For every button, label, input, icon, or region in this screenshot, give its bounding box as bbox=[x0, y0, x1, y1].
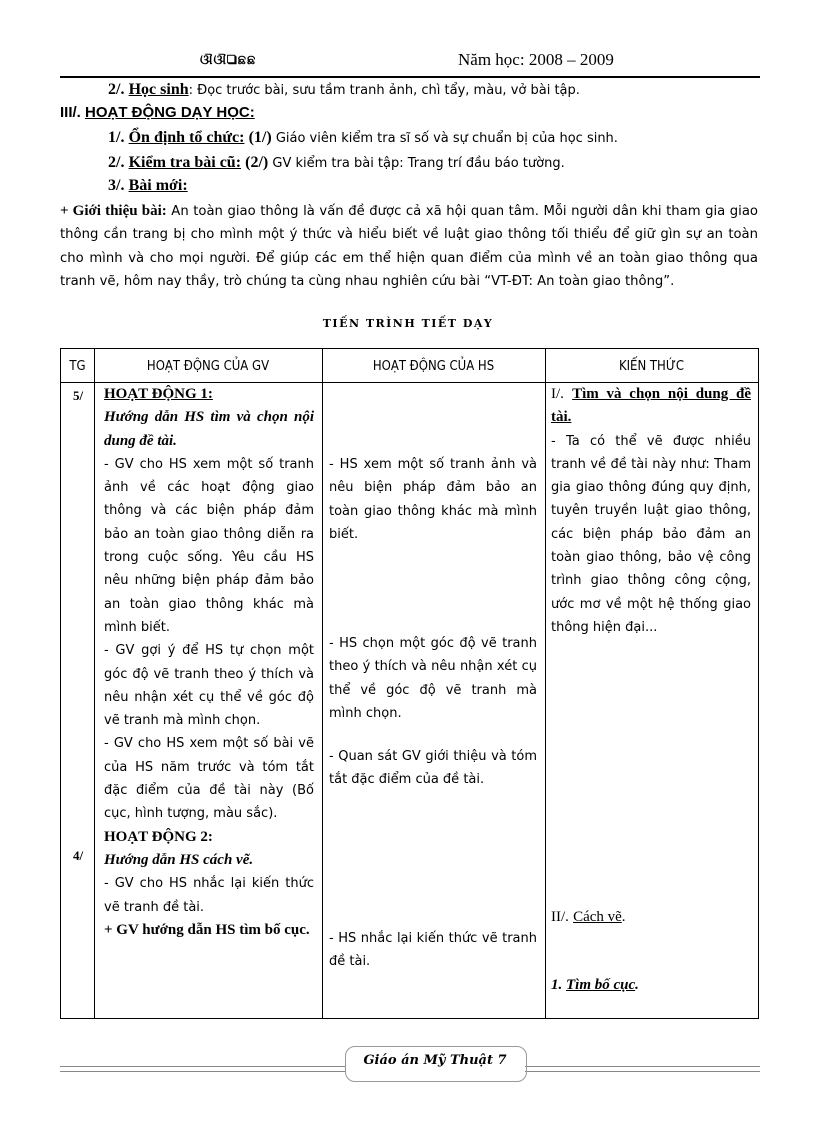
kt-title-1: Tìm và chọn nội dung đề tài. bbox=[551, 386, 751, 426]
intro-paragraph: + Giới thiệu bài: An toàn giao thông là vấn đề được cả xã hội quan tâm. Mỗi người dân khi tham gia giao thông cần trang bị cho mình một ý thức và hiểu biết về luật giao thông tối thiểu để giữ gìn sự an toàn cho mình và cho mọi người. Để giúp các em thể hiện quan điểm của mình về an toàn giao thông qua tranh vẽ, hôm nay thầy, trò chúng ta cùng nhau nghiên cứu bài “VT-ĐT: An toàn giao thông”. bbox=[60, 203, 758, 290]
gv-column bbox=[104, 383, 314, 942]
school-year: Năm học: 2008 – 2009 bbox=[458, 50, 614, 69]
time-5: 5/ bbox=[73, 388, 84, 403]
gv-step-4: - GV cho HS nhắc lại kiến thức vẽ tranh đề tài. bbox=[104, 876, 314, 915]
hoat-dong-1-label: HOẠT ĐỘNG 1: bbox=[104, 386, 213, 402]
header-tg: TG bbox=[69, 359, 86, 374]
hoat-dong-1-title: Hướng dẫn HS tìm và chọn nội dung đề tài. bbox=[104, 409, 314, 449]
header-ornament: ଔଔ❑ଛଛ bbox=[200, 52, 257, 67]
gv-step-2: - GV gợi ý để HS tự chọn một góc độ vẽ tranh theo ý thích và nêu nhận xét cụ thể về góc độ vẽ tranh mà mình chọn. bbox=[104, 643, 314, 729]
gv-step-5: + GV hướng dẫn HS tìm bố cục. bbox=[104, 921, 310, 938]
footer-rule-left bbox=[60, 1066, 345, 1072]
intro-label: + Giới thiệu bài: bbox=[60, 203, 167, 219]
kt-title-3: Tìm bố cục bbox=[566, 977, 636, 993]
kt-section-3: 1. Tìm bố cục. bbox=[551, 977, 639, 993]
hs-step-1: - HS xem một số tranh ảnh và nêu biện pháp đảm bảo an toàn giao thông khác mà mình biết. bbox=[329, 457, 537, 542]
header-gv: HOẠT ĐỘNG CỦA GV bbox=[146, 359, 270, 374]
label-on-dinh: Ổn định tổ chức: bbox=[128, 129, 245, 146]
footer-title: Giáo án Mỹ Thuật 7 bbox=[363, 1053, 507, 1068]
hoat-dong-2-title: Hướng dẫn HS cách vẽ. bbox=[104, 851, 254, 868]
kt-title-2: Cách vẽ bbox=[573, 909, 622, 925]
kt-content-1: - Ta có thể vẽ được nhiều tranh về đề tài này như: Tham gia giao thông đúng quy định, tuyên truyền luật giao thông, các biện pháp bảo đảm an toàn giao thông, bảo vệ công trình giao thông công cộng, ước mơ về một hệ thống giao thông hiện đại... bbox=[551, 433, 751, 635]
kt-section-1: I/. Tìm và chọn nội dung đề tài. - Ta có thể vẽ được nhiều tranh về đề tài này như: Tham gia giao thông đúng quy định, tuyên truyền luật giao thông, các biện pháp bảo đảm an toàn giao thông, bảo vệ công trình giao thông công cộng, ước mơ về một hệ thống giao thông hiện đại... bbox=[551, 383, 751, 639]
line-bai-moi: 3/. Bài mới: bbox=[108, 177, 188, 194]
time-4: 4/ bbox=[73, 848, 84, 863]
gv-step-1: - GV cho HS xem một số tranh ảnh về các hoạt động giao thông và các biện pháp đảm bảo an toàn giao thông diễn ra trong cuộc sống. Yêu cầu HS nêu những biện pháp đảm bảo an toàn giao thông khác mà mình biết. bbox=[104, 456, 314, 635]
gv-step-3: - GV cho HS xem một số bài vẽ của HS năm trước và tóm tắt đặc điểm của đề tài này (Bố cục, hình tượng, màu sắc). bbox=[104, 736, 314, 822]
section-hoat-dong: III/. HOẠT ĐỘNG DẠY HỌC: bbox=[60, 104, 255, 121]
label-hoc-sinh: Học sinh bbox=[128, 81, 189, 98]
label-bai-moi: Bài mới: bbox=[128, 177, 188, 194]
line-hoc-sinh: 2/. Học sinh: Đọc trước bài, sưu tầm tranh ảnh, chì tẩy, màu, vở bài tập. bbox=[108, 81, 580, 98]
label-kiem-tra: Kiểm tra bài cũ: bbox=[128, 154, 242, 171]
line-on-dinh: 1/. Ổn định tổ chức: (1/) Giáo viên kiểm tra sĩ số và sự chuẩn bị của học sinh. bbox=[108, 129, 618, 146]
header-rule bbox=[60, 76, 760, 78]
page-footer bbox=[60, 1040, 760, 1084]
line-kiem-tra: 2/. Kiểm tra bài cũ: (2/) GV kiểm tra bài tập: Trang trí đầu báo tường. bbox=[108, 154, 565, 171]
section-title: HOẠT ĐỘNG DẠY HỌC: bbox=[84, 104, 255, 121]
table-title: TIẾN TRÌNH TIẾT DẠY bbox=[322, 317, 494, 330]
hoat-dong-2-label: HOẠT ĐỘNG 2: bbox=[104, 828, 213, 845]
lesson-table bbox=[60, 348, 759, 1019]
header-kt: KIẾN THỨC bbox=[618, 359, 685, 374]
header-hs: HOẠT ĐỘNG CỦA HS bbox=[372, 359, 495, 374]
hs-step-3: - Quan sát GV giới thiệu và tóm tắt đặc điểm của đề tài. bbox=[329, 749, 537, 788]
page-header bbox=[60, 50, 760, 76]
hs-step-4: - HS nhắc lại kiến thức vẽ tranh đề tài. bbox=[329, 931, 537, 970]
hs-step-2: - HS chọn một góc độ vẽ tranh theo ý thích và nêu nhận xét cụ thể về góc độ vẽ tranh mà mình chọn. bbox=[329, 636, 537, 721]
kt-section-2: II/. Cách vẽ. bbox=[551, 909, 626, 925]
footer-rule-right bbox=[525, 1066, 760, 1072]
